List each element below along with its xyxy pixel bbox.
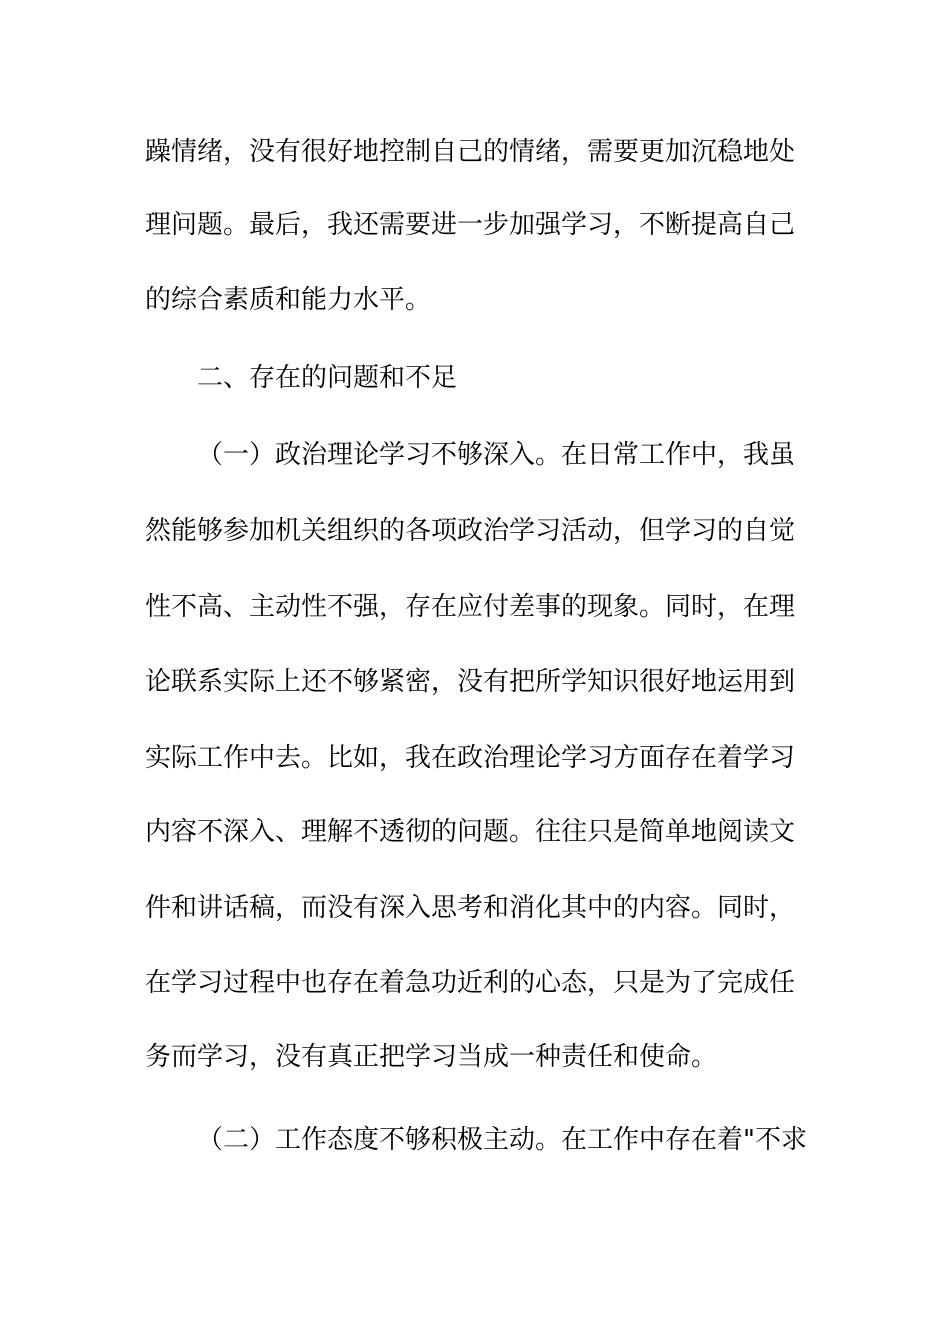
paragraph-line: 实际工作中去。比如，我在政治理论学习方面存在着学习 (145, 743, 796, 773)
section-heading: 二、存在的问题和不足 (197, 363, 458, 393)
paragraph-line: 躁情绪，没有很好地控制自己的情绪，需要更加沉稳地处 (145, 137, 796, 167)
paragraph-line: 论联系实际上还不够紧密，没有把所学知识很好地运用到 (145, 667, 796, 697)
paragraph-line: 然能够参加机关组织的各项政治学习活动，但学习的自觉 (145, 516, 796, 546)
paragraph-line: 件和讲话稿，而没有深入思考和消化其中的内容。同时， (145, 893, 796, 923)
paragraph-line: 务而学习，没有真正把学习当成一种责任和使命。 (145, 1042, 718, 1072)
paragraph-line: 的综合素质和能力水平。 (145, 285, 432, 315)
paragraph-line: 内容不深入、理解不透彻的问题。往往只是简单地阅读文 (145, 817, 796, 847)
paragraph-line: 在学习过程中也存在着急功近利的心态，只是为了完成任 (145, 968, 796, 998)
subsection-heading-line: （一）政治理论学习不够深入。在日常工作中，我虽 (197, 440, 796, 470)
paragraph-line: 性不高、主动性不强，存在应付差事的现象。同时，在理 (145, 592, 796, 622)
paragraph-line: 理问题。最后，我还需要进一步加强学习，不断提高自己 (145, 210, 796, 240)
subsection-heading-line: （二）工作态度不够积极主动。在工作中存在着"不求 (197, 1125, 807, 1155)
